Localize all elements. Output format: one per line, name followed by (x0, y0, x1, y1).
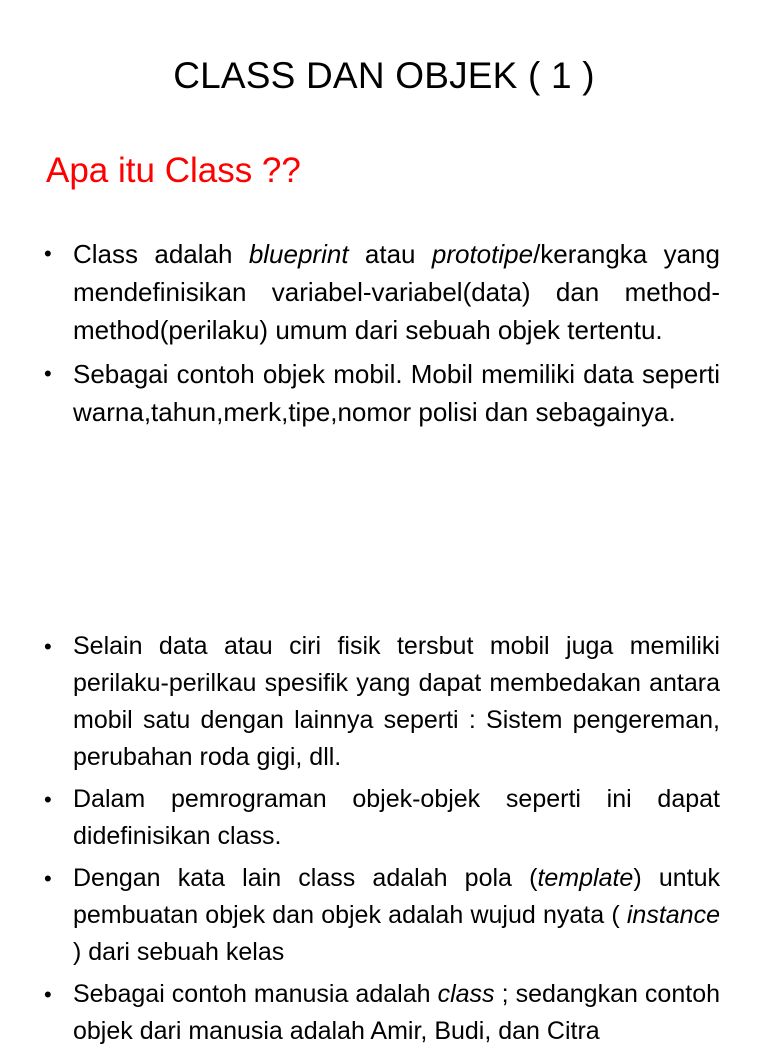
bullet-list-top (44, 235, 720, 437)
bullet-icon: • (44, 634, 52, 659)
bullet-item-template (44, 860, 720, 971)
bullet-icon: • (44, 866, 52, 891)
bullet-text: Dengan kata lain class adalah pola (template) untuk pembuatan objek dan objek adalah wujud nyata ( instance ) dari sebuah kelas (73, 864, 720, 966)
bullet-text: Sebagai contoh manusia adalah class ; sedangkan contoh objek dari manusia adalah Amir, Budi, dan Citra (73, 980, 720, 1045)
bullet-item-car-example (44, 355, 720, 431)
slide-title: CLASS DAN OBJEK ( 1 ) (173, 55, 595, 96)
section-heading: Apa itu Class ?? (46, 151, 301, 190)
bullet-item-programming (44, 781, 720, 855)
bullet-icon: • (44, 787, 52, 812)
bullet-text: Sebagai contoh objek mobil. Mobil memiliki data seperti warna,tahun,merk,tipe,nomor polisi dan sebagainya. (73, 359, 720, 427)
bullet-item-human-example (44, 976, 720, 1050)
bullet-icon: • (44, 241, 52, 266)
bullet-text: Dalam pemrograman objek-objek seperti ini dapat didefinisikan class. (73, 785, 720, 850)
bullet-text: Selain data atau ciri fisik tersbut mobil juga memiliki perilaku-perilkau spesifik yang dapat membedakan antara mobil satu dengan lainnya seperti : Sistem pengereman, perubahan roda gigi, dll. (73, 632, 720, 771)
bullet-icon: • (44, 982, 52, 1007)
bullet-icon: • (44, 361, 52, 386)
bullet-list-bottom (44, 628, 720, 1055)
bullet-item-car-behavior (44, 628, 720, 776)
bullet-text: Class adalah blueprint atau prototipe/kerangka yang mendefinisikan variabel-variabel(data) dan method-method(perilaku) umum dari sebuah objek tertentu. (73, 239, 720, 345)
bullet-item-class-definition (44, 235, 720, 349)
